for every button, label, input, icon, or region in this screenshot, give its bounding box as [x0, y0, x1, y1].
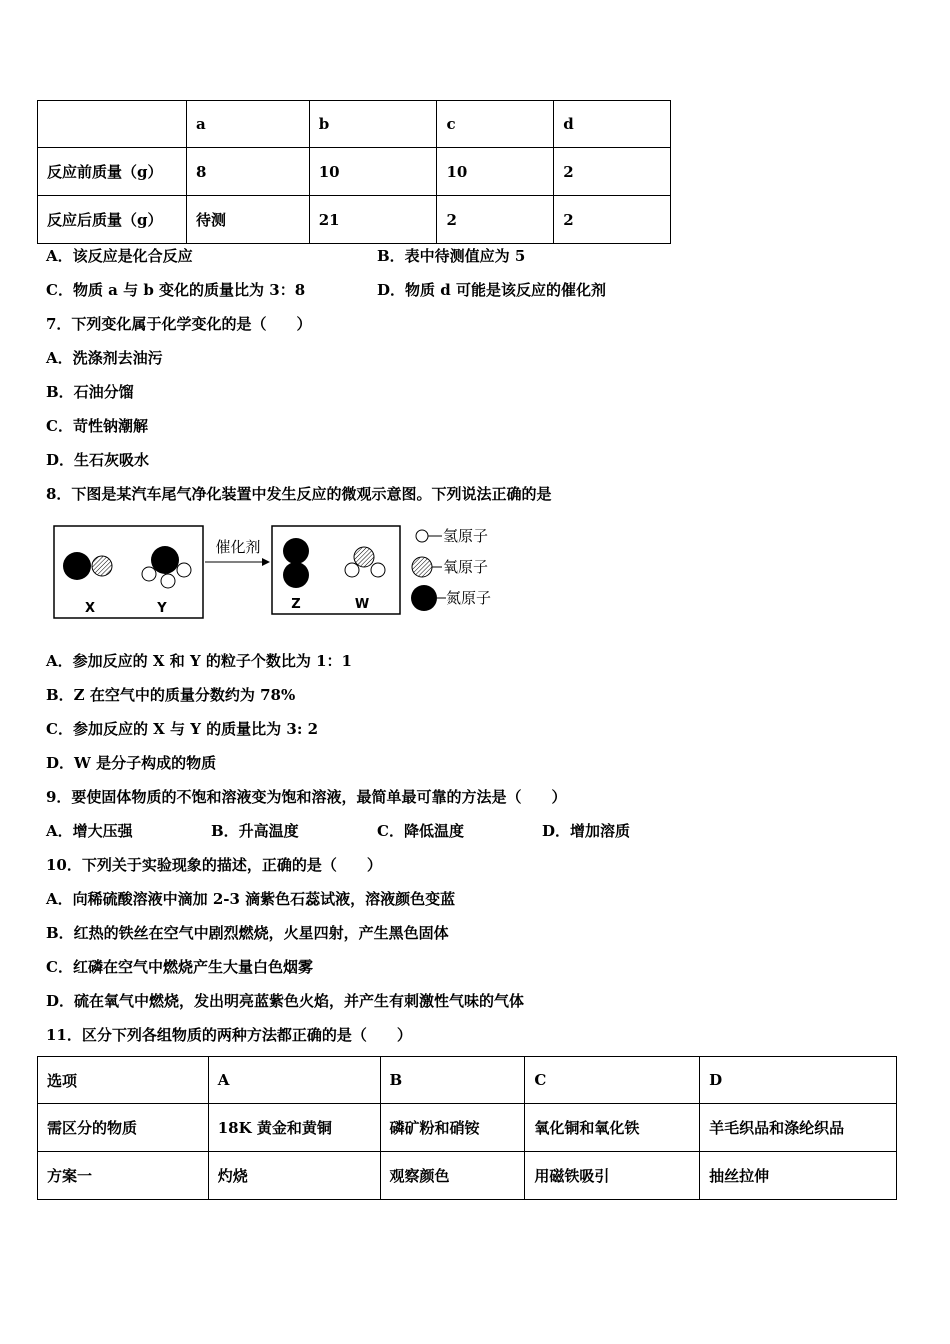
option-c: C．降低温度 — [377, 822, 464, 840]
hydrogen-atom — [161, 574, 175, 588]
option-b: B．表中待测值应为 5 — [377, 247, 526, 265]
oxygen-atom — [354, 547, 374, 567]
question-9-stem: 9．要使固体物质的不饱和溶液变为饱和溶液，最简单最可靠的方法是（ ） — [46, 788, 567, 806]
option-b: B．Z 在空气中的质量分数约为 78% — [46, 686, 296, 704]
hydrogen-atom — [142, 567, 156, 581]
table-cell: 氧化铜和氧化铁 — [525, 1104, 700, 1152]
table-cell: 2 — [554, 148, 671, 196]
table-cell: 用磁铁吸引 — [525, 1152, 700, 1200]
arrow-head-icon — [262, 558, 270, 566]
table-cell: 8 — [186, 148, 309, 196]
table-cell: 方案一 — [38, 1152, 209, 1200]
reaction-mass-table — [37, 100, 671, 244]
question-7-stem: 7．下列变化属于化学变化的是（ ） — [46, 315, 312, 333]
table-cell: 抽丝拉伸 — [700, 1152, 897, 1200]
table-cell: 10 — [309, 148, 437, 196]
option-c: C．物质 a 与 b 变化的质量比为 3：8 — [46, 281, 306, 299]
legend-hydrogen: 氢原子 — [443, 527, 489, 545]
option-a: A．参加反应的 X 和 Y 的粒子个数比为 1：1 — [46, 652, 352, 670]
hydrogen-atom — [177, 563, 191, 577]
option-a: A．洗涤剂去油污 — [46, 349, 163, 367]
question-10-stem: 10．下列关于实验现象的描述，正确的是（ ） — [46, 856, 382, 874]
table-cell: 18K 黄金和黄铜 — [208, 1104, 380, 1152]
hydrogen-atom — [371, 563, 385, 577]
label-z: Z — [291, 597, 301, 612]
nitrogen-atom — [63, 552, 91, 580]
table-cell: D — [700, 1057, 897, 1104]
option-c: C．红磷在空气中燃烧产生大量白色烟雾 — [46, 958, 313, 976]
option-b: B．石油分馏 — [46, 383, 134, 401]
table-cell: a — [186, 101, 309, 148]
table-cell: B — [380, 1057, 525, 1104]
table-cell: C — [525, 1057, 700, 1104]
legend-oxygen: 氧原子 — [443, 558, 489, 576]
table-cell: 10 — [437, 148, 554, 196]
table-cell: 21 — [309, 196, 437, 244]
option-d: D．增加溶质 — [542, 822, 631, 840]
question-11-stem: 11．区分下列各组物质的两种方法都正确的是（ ） — [46, 1026, 412, 1044]
catalyst-label: 催化剂 — [215, 538, 261, 556]
option-a: A．该反应是化合反应 — [46, 247, 193, 265]
table-cell: 磷矿粉和硝铵 — [380, 1104, 525, 1152]
nitrogen-atom — [283, 562, 309, 588]
table-cell: A — [208, 1057, 380, 1104]
option-d: D．W 是分子构成的物质 — [46, 754, 217, 772]
oxygen-legend-icon — [412, 557, 432, 577]
option-d: D．物质 d 可能是该反应的催化剂 — [377, 281, 606, 299]
question-8-stem: 8．下图是某汽车尾气净化装置中发生反应的微观示意图。下列说法正确的是 — [46, 485, 552, 503]
option-b: B．升高温度 — [211, 822, 299, 840]
table-cell: 2 — [554, 196, 671, 244]
option-a: A．向稀硫酸溶液中滴加 2-3 滴紫色石蕊试液，溶液颜色变蓝 — [46, 890, 456, 908]
table-cell: 反应前质量（g） — [38, 148, 187, 196]
label-y: Y — [157, 601, 167, 616]
table-cell: 选项 — [38, 1057, 209, 1104]
table-cell: 灼烧 — [208, 1152, 380, 1200]
hydrogen-atom — [345, 563, 359, 577]
table-row — [38, 1152, 897, 1200]
oxygen-atom — [92, 556, 112, 576]
label-x: X — [84, 601, 96, 616]
table-cell: 反应后质量（g） — [38, 196, 187, 244]
table-cell: 羊毛织品和涤纶织品 — [700, 1104, 897, 1152]
nitrogen-atom — [283, 538, 309, 564]
table-header-row — [38, 101, 671, 148]
label-w: W — [354, 597, 370, 612]
table-cell: 观察颜色 — [380, 1152, 525, 1200]
legend-nitrogen: 氮原子 — [446, 589, 492, 607]
option-d: D．硫在氧气中燃烧，发出明亮蓝紫色火焰，并产生有刺激性气味的气体 — [46, 992, 525, 1010]
table-cell: 需区分的物质 — [38, 1104, 209, 1152]
table-row — [38, 148, 671, 196]
table-cell: c — [437, 101, 554, 148]
nitrogen-legend-icon — [411, 585, 437, 611]
table-cell: d — [554, 101, 671, 148]
table-cell: 待测 — [186, 196, 309, 244]
option-d: D．生石灰吸水 — [46, 451, 150, 469]
option-c: C．参加反应的 X 与 Y 的质量比为 3: 2 — [46, 720, 319, 738]
reaction-diagram — [50, 520, 510, 622]
table-row — [38, 196, 671, 244]
table-cell: b — [309, 101, 437, 148]
table-header-row — [38, 1057, 897, 1104]
distinguish-table — [37, 1056, 897, 1200]
table-row — [38, 1104, 897, 1152]
option-c: C．苛性钠潮解 — [46, 417, 148, 435]
hydrogen-legend-icon — [416, 530, 428, 542]
table-cell: 2 — [437, 196, 554, 244]
table-cell — [38, 101, 187, 148]
option-a: A．增大压强 — [46, 822, 133, 840]
option-b: B．红热的铁丝在空气中剧烈燃烧，火星四射，产生黑色固体 — [46, 924, 449, 942]
